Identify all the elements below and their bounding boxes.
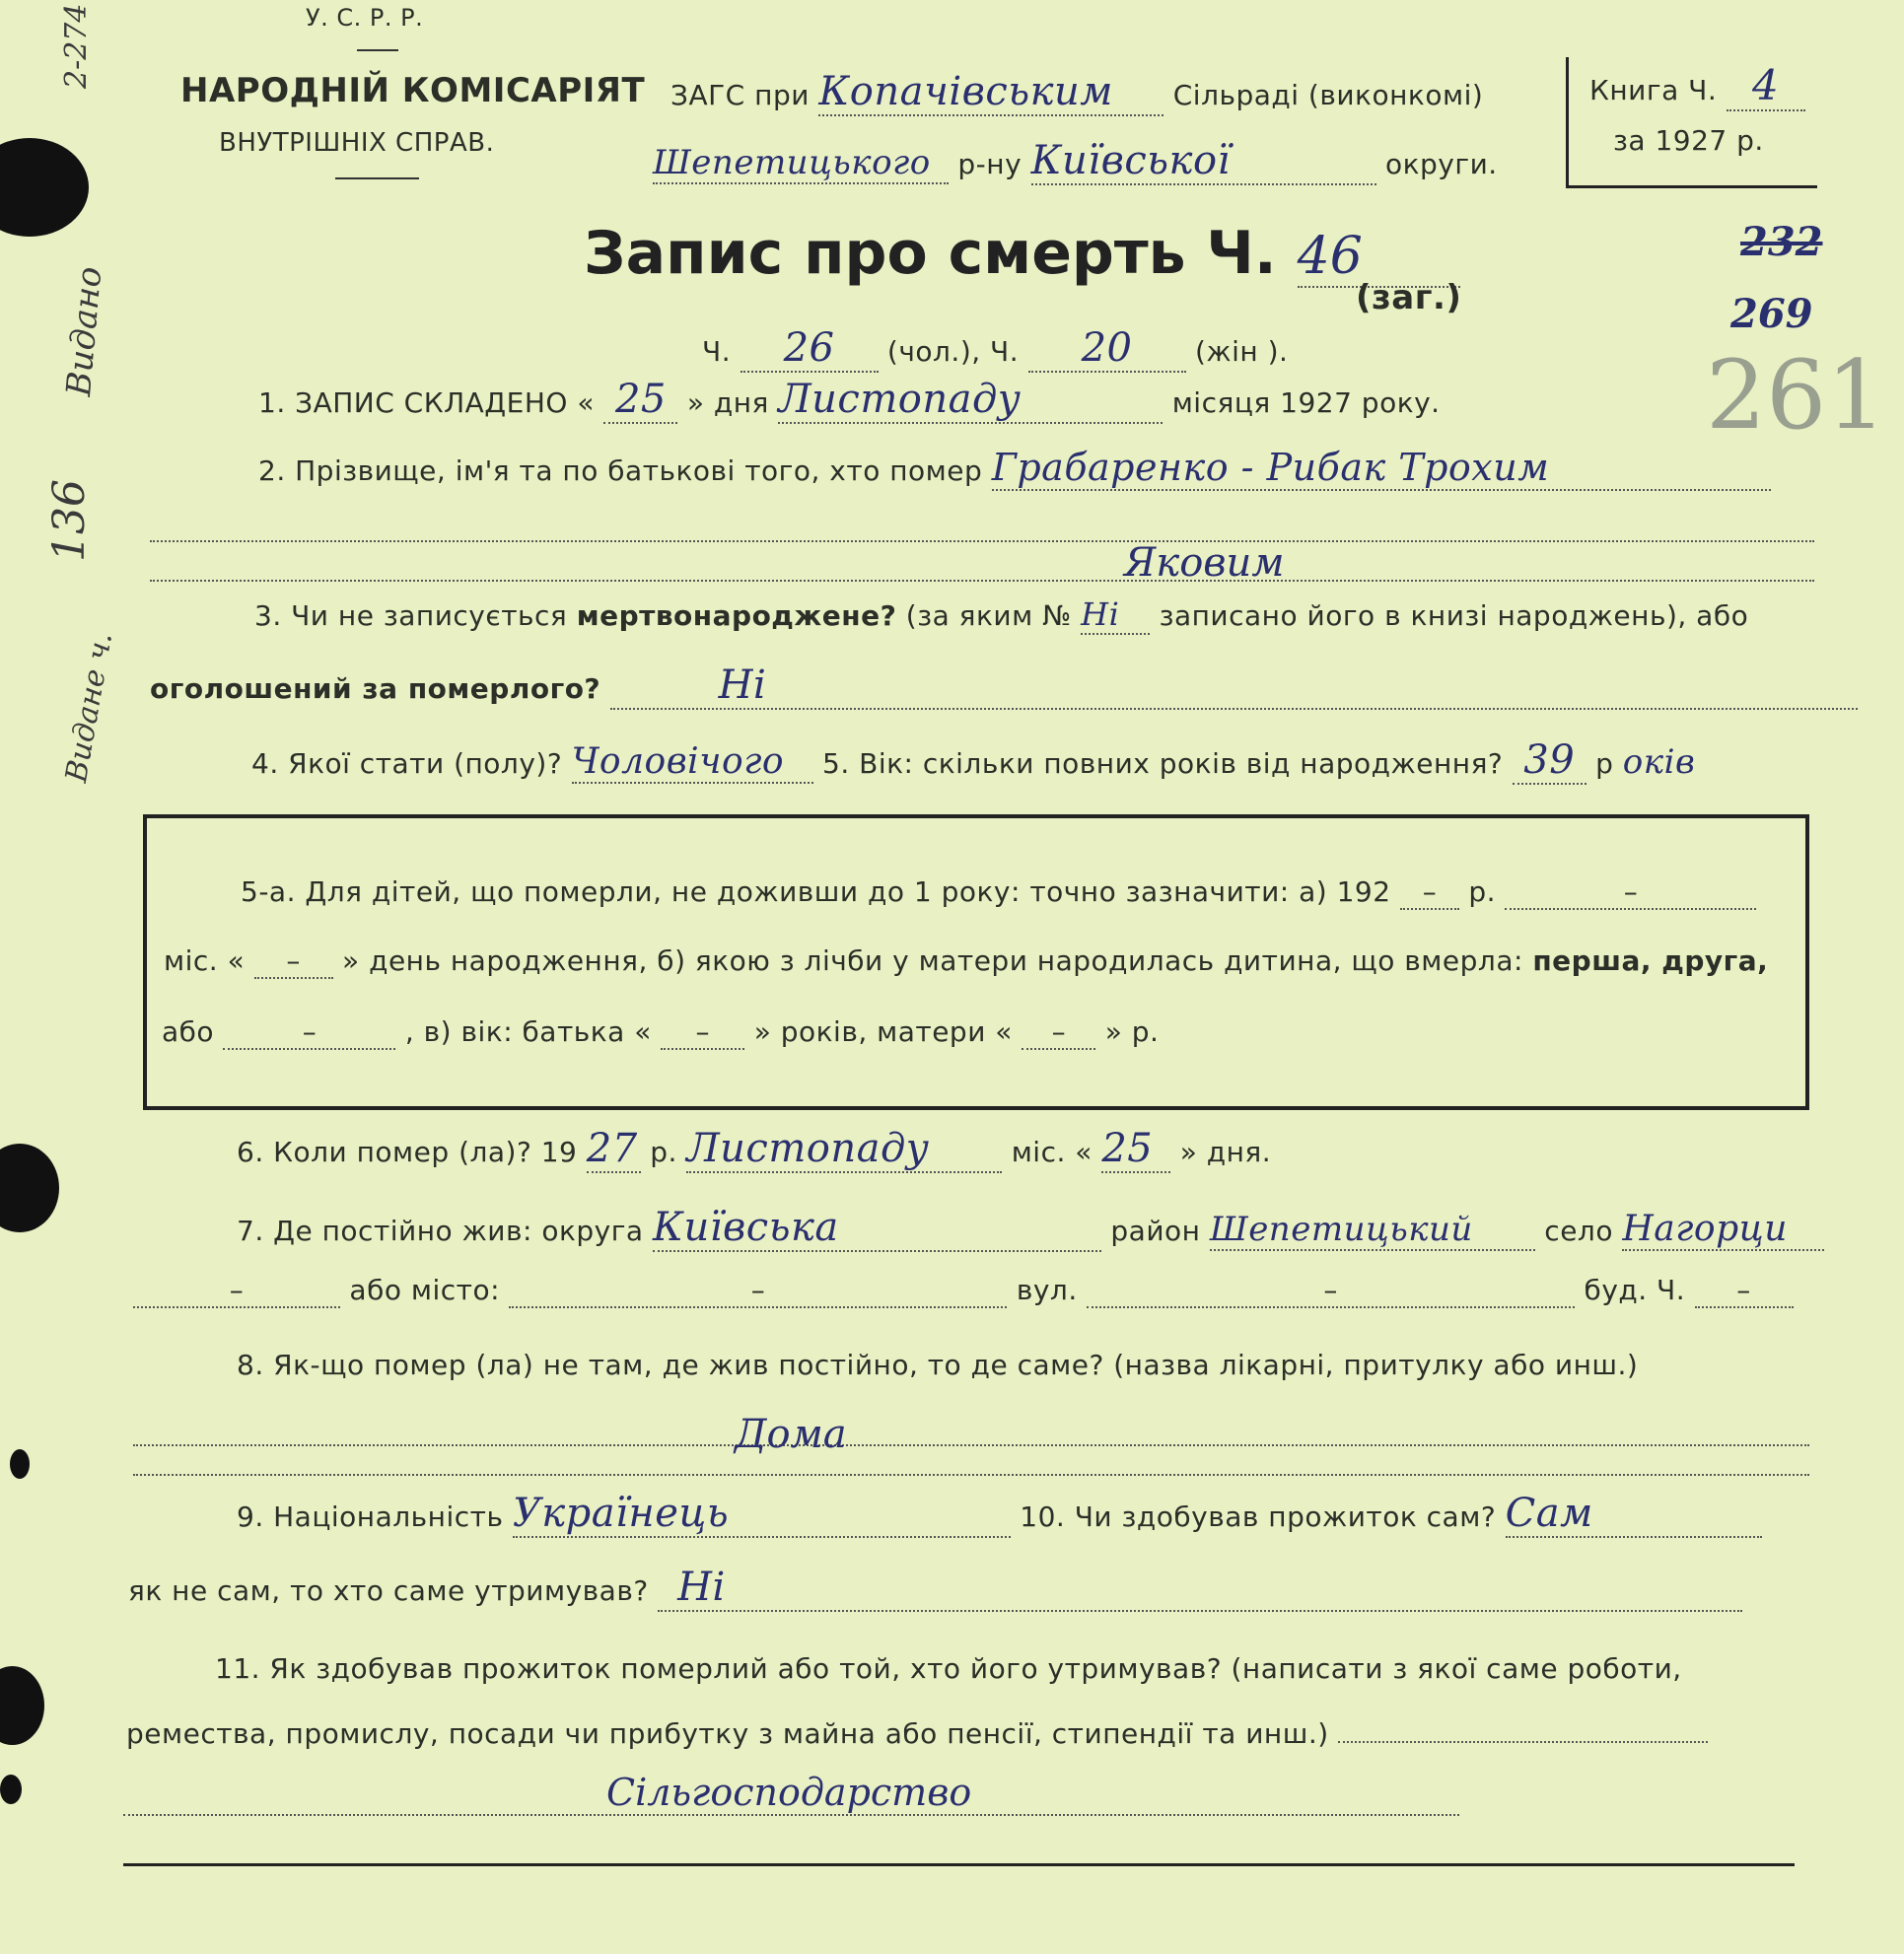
field-5-label: 5. Вік: скільки повних років від народження? — [822, 747, 1504, 780]
ch-label: Ч. — [702, 335, 732, 368]
field-7-street-dash: – — [1323, 1274, 1338, 1306]
field-8-value: Дома — [735, 1412, 847, 1457]
department-title: ВНУТРІШНІХ СПРАВ. — [219, 128, 495, 158]
book-line — [1589, 61, 1805, 111]
field-6-end: » дня. — [1179, 1136, 1272, 1168]
field-10b — [128, 1565, 1742, 1612]
section-5a-line2 — [164, 944, 1768, 979]
section-5a-mis: міс. « — [164, 944, 246, 977]
okruha-label: округи. — [1384, 148, 1498, 180]
field-7-selo: Нагорци — [1622, 1209, 1824, 1251]
section-5a-month-dash: – — [1623, 875, 1639, 908]
punch-hole-bottom — [0, 1775, 22, 1804]
field-3-a: 3. Чи не записується — [254, 599, 568, 632]
field-3-no: № — [1042, 599, 1072, 632]
field-7-city-dash: – — [750, 1274, 766, 1306]
section-5a-father: , в) вік: батька « — [404, 1015, 652, 1048]
field-4-5 — [251, 737, 1695, 785]
field-2-name: Грабаренко - Рибак Трохим — [992, 446, 1771, 491]
record-title-text: Запис про смерть Ч. — [584, 219, 1277, 288]
field-11-line2-text: ремества, промислу, посади чи прибутку з майна або пенсії, стипендії та инш.) — [126, 1717, 1329, 1750]
ministry-title: НАРОДНІЙ КОМІСАРІЯТ — [180, 71, 646, 110]
zag-label: (заг.) — [1356, 278, 1462, 317]
field-7-okruha: Київська — [653, 1205, 1101, 1252]
field-1-day: 25 — [603, 377, 677, 424]
field-11-value: Сільгосподарство — [606, 1771, 972, 1814]
field-11-rule — [123, 1814, 1459, 1816]
field-7-city — [509, 1274, 1007, 1308]
field-2-rule-2 — [150, 580, 1814, 582]
field-7-blank-1 — [133, 1274, 340, 1308]
section-5a-other-dash: – — [302, 1015, 317, 1048]
section-5a-father-age — [661, 1015, 744, 1050]
section-5a-order: перша, друга, — [1532, 944, 1769, 977]
field-3-stillborn: мертвонароджене? — [576, 599, 897, 632]
field-7-misto: або місто: — [349, 1274, 501, 1306]
section-5a-birth: » день народження, б) якою з лічби у матери народилась дитина, що вмерла: — [342, 944, 1523, 977]
field-7 — [237, 1205, 1824, 1252]
field-7-vul: вул. — [1016, 1274, 1078, 1306]
field-7-rayon-label: район — [1110, 1215, 1201, 1247]
field-5-value: 39 — [1513, 737, 1587, 785]
field-1-mid: » дня — [686, 386, 769, 419]
field-6-day: 25 — [1101, 1126, 1170, 1173]
margin-note-vertical: Видане ч. — [59, 629, 120, 786]
section-5a-year — [1400, 875, 1459, 910]
margin-note-issued: Видано — [59, 264, 110, 398]
header-rule-1 — [357, 49, 398, 51]
punch-hole-top — [0, 138, 89, 237]
field-7-line2 — [133, 1274, 1794, 1308]
district-label: р-ну — [957, 148, 1023, 180]
field-9-label: 9. Національність — [237, 1500, 504, 1533]
field-2 — [258, 446, 1771, 491]
header-rule-2 — [335, 177, 419, 179]
field-2-label: 2. Прізвище, ім'я та по батькові того, хто помер — [258, 454, 983, 487]
field-7-bud: буд. Ч. — [1584, 1274, 1686, 1306]
field-8-rule — [133, 1444, 1809, 1446]
field-1 — [258, 377, 1441, 424]
field-7-house — [1695, 1274, 1794, 1308]
bottom-rule — [123, 1863, 1795, 1866]
field-6-month: Листопаду — [686, 1126, 1002, 1173]
district-line — [653, 138, 1498, 185]
section-5a-r: р. — [1468, 875, 1497, 908]
field-6 — [237, 1126, 1271, 1173]
district-value: Шепетицького — [653, 143, 949, 184]
field-5-hand: оків — [1622, 742, 1696, 782]
punch-hole-mid — [0, 1144, 59, 1232]
male-label: (чол.), Ч. — [886, 335, 1020, 368]
zags-suffix: Сільраді (виконкомі) — [1172, 79, 1484, 111]
zags-line — [670, 69, 1483, 116]
section-5a-intro: 5-а. Для дітей, що померли, не доживши до 1 року: точно зазначити: а) 192 — [241, 875, 1391, 908]
margin-note-number: 136 — [44, 479, 95, 562]
field-10b-value: Ні — [658, 1565, 1742, 1612]
field-6-r: р. — [650, 1136, 677, 1168]
corner-number-struck: 232 — [1740, 219, 1823, 265]
zags-prefix: ЗАГС при — [670, 79, 810, 111]
field-7-house-dash: – — [1736, 1274, 1751, 1306]
section-5a-line3 — [162, 1015, 1159, 1050]
field-7-selo-label: село — [1544, 1215, 1613, 1247]
field-3 — [254, 595, 1748, 635]
male-number-value: 26 — [740, 325, 879, 373]
zags-village-value: Копачівським — [818, 69, 1164, 116]
section-5a-line1 — [241, 875, 1756, 910]
field-6-mis: міс. « — [1011, 1136, 1093, 1168]
field-7-label: 7. Де постійно жив: округа — [237, 1215, 644, 1247]
field-6-year: 27 — [587, 1126, 641, 1173]
book-number-value: 4 — [1727, 61, 1805, 111]
section-5a-day — [254, 944, 333, 979]
field-6-label: 6. Коли помер (ла)? 19 — [237, 1136, 578, 1168]
field-3-answer: Ні — [610, 663, 1858, 710]
section-5a-father-dash: – — [695, 1015, 711, 1048]
field-3-value: Ні — [1081, 595, 1150, 635]
field-9-value: Українець — [513, 1491, 1011, 1538]
field-3-declared: оголошений за померлого? — [150, 672, 601, 705]
section-5a-or: або — [162, 1015, 215, 1048]
section-5a-day-dash: – — [286, 944, 301, 977]
field-7-blank-1-dash: – — [229, 1274, 245, 1306]
record-title — [584, 219, 1460, 288]
field-5-unit: р — [1595, 747, 1614, 780]
field-8-label: 8. Як-що помер (ла) не там, де жив постійно, то де саме? (назва лікарні, притулку або инш.) — [237, 1349, 1639, 1381]
field-8-rule-2 — [133, 1474, 1809, 1476]
field-11-line1: 11. Як здобував прожиток померлий або той, хто його утримував? (написати з якої саме роботи, — [215, 1652, 1682, 1685]
field-3-b: (за яким — [905, 599, 1033, 632]
field-1-month: Листопаду — [778, 377, 1163, 424]
field-11-line2 — [126, 1717, 1708, 1750]
punch-hole-small — [10, 1449, 30, 1479]
margin-note-top: 2-274 — [59, 3, 94, 89]
field-1-end: місяця 1927 року. — [1171, 386, 1441, 419]
section-5a-month — [1505, 875, 1756, 910]
section-5a-mother: » років, матери « — [753, 1015, 1013, 1048]
female-label: (жін ). — [1194, 335, 1289, 368]
field-10b-label: як не сам, то хто саме утримував? — [128, 1574, 649, 1607]
book-label: Книга Ч. — [1589, 74, 1718, 106]
field-7-street — [1087, 1274, 1575, 1308]
field-3-c: записано його в книзі народжень), або — [1159, 599, 1749, 632]
field-1-label: 1. ЗАПИС СКЛАДЕНО « — [258, 386, 596, 419]
field-4-label: 4. Якої стати (полу)? — [251, 747, 563, 780]
section-5a-end: » р. — [1104, 1015, 1160, 1048]
punch-hole-low — [0, 1666, 44, 1745]
corner-pencil-number: 261 — [1706, 340, 1887, 451]
gender-counts-line — [702, 325, 1288, 373]
section-5a-mother-dash: – — [1051, 1015, 1067, 1048]
okruha-value: Київської — [1031, 138, 1376, 185]
female-number-value: 20 — [1028, 325, 1186, 373]
field-2-patronymic: Яковим — [1124, 540, 1285, 586]
section-5a-mother-age — [1022, 1015, 1095, 1050]
corner-number: 269 — [1730, 291, 1813, 337]
book-year: за 1927 р. — [1613, 124, 1764, 157]
field-11-rule-inline — [1338, 1741, 1708, 1743]
field-9-10 — [237, 1491, 1762, 1538]
record-number-value: 46 — [1298, 227, 1460, 288]
field-3-line2 — [150, 663, 1858, 710]
field-10-label: 10. Чи здобував прожиток сам? — [1020, 1500, 1497, 1533]
section-5a-other — [223, 1015, 395, 1050]
field-2-rule — [150, 540, 1814, 542]
field-7-rayon: Шепетицький — [1210, 1210, 1535, 1251]
republic-label: У. С. Р. Р. — [306, 4, 424, 32]
field-4-value: Чоловічого — [572, 741, 813, 784]
section-5a-year-dash: – — [1422, 875, 1438, 908]
field-10-value: Сам — [1506, 1491, 1762, 1538]
